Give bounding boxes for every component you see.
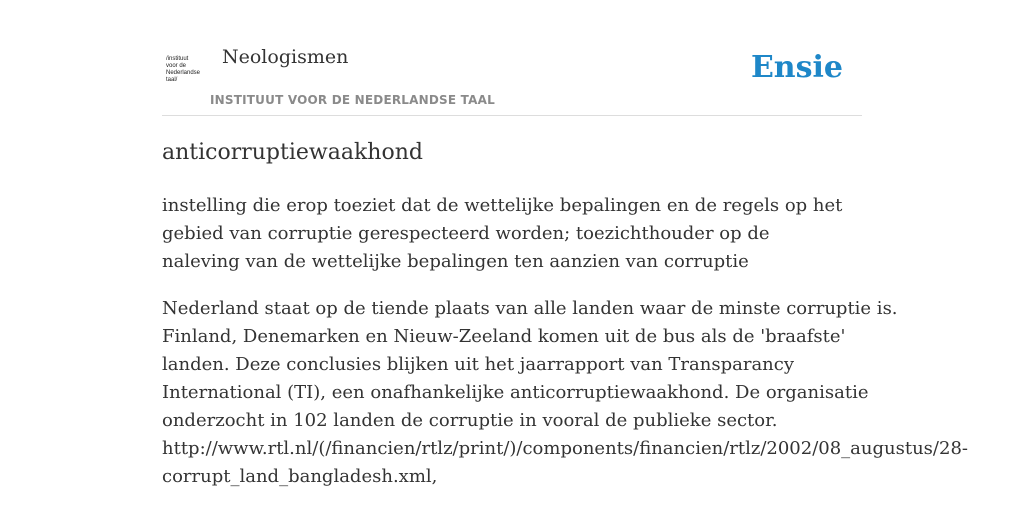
example-source-url: corrupt_land_bangladesh.xml, bbox=[162, 466, 438, 487]
example-line: Finland, Denemarken en Nieuw-Zeeland komen uit de bus als de 'braafste' bbox=[162, 326, 846, 347]
headword: anticorruptiewaakhond bbox=[162, 140, 423, 165]
institute-logo[interactable] bbox=[166, 56, 210, 84]
dictionary-name[interactable]: Neologismen bbox=[222, 46, 349, 68]
logo-line: taal/ bbox=[166, 77, 178, 83]
example-line: landen. Deze conclusies blijken uit het jaarrapport van Transparancy bbox=[162, 354, 795, 375]
institute-name: INSTITUUT VOOR DE NEDERLANDSE TAAL bbox=[210, 93, 495, 107]
example-line: International (TI), een onafhankelijke anticorruptiewaakhond. De organisatie bbox=[162, 382, 869, 403]
example-line: onderzocht in 102 landen de corruptie in vooral de publieke sector. bbox=[162, 410, 778, 431]
definition-text: instelling die erop toeziet dat de wettelijke bepalingen en de regels op het gebied van corruptie gerespecteerd worden; toezichthouder op de naleving van de wettelijke bepalingen ten aanzien van corruptie bbox=[162, 195, 843, 272]
example-quote bbox=[162, 295, 968, 491]
logo-line: voor de bbox=[166, 63, 187, 69]
logo-line: Nederlandse bbox=[166, 70, 201, 76]
header-divider bbox=[162, 115, 862, 116]
ensie-logo[interactable]: Ensie bbox=[750, 50, 843, 85]
example-line: Nederland staat op de tiende plaats van alle landen waar de minste corruptie is. bbox=[162, 298, 898, 319]
example-source-url: http://www.rtl.nl/(/financien/rtlz/print/)/components/financien/rtlz/2002/08_augustus/28- bbox=[162, 438, 968, 459]
logo-line: /instituut bbox=[166, 56, 189, 62]
